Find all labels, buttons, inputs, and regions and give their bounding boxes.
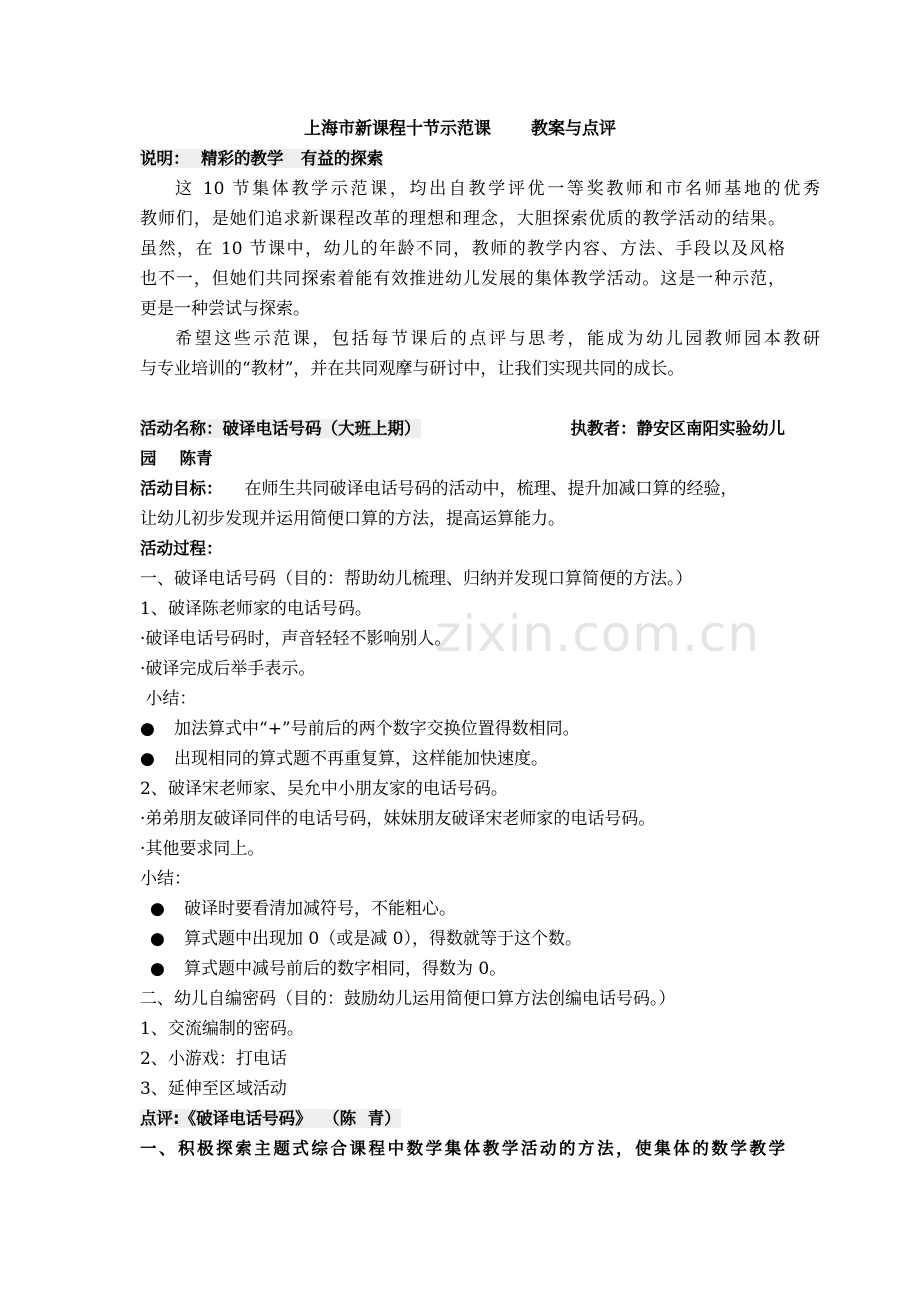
bullet-icon: ● <box>150 929 165 949</box>
bullet-icon: ● <box>140 749 155 769</box>
process-line: ·破译电话号码时，声音轻轻不影响别人。 <box>140 629 452 649</box>
bullet-icon: ● <box>150 899 165 919</box>
intro-paragraph-line: 这 10 节集体教学示范课，均出自教学评优一等奖教师和市名师基地的优秀 <box>175 179 820 199</box>
process-label: 活动过程： <box>140 539 223 558</box>
teacher-line-continued: 园 陈青 <box>140 449 213 468</box>
intro-heading: 说明： 精彩的教学 有益的探索 <box>140 149 384 168</box>
process-line: ·其他要求同上。 <box>140 839 265 859</box>
goal-label: 活动目标： <box>140 479 223 498</box>
bullet-item: ● 出现相同的算式题不再重复算，这样能加快速度。 <box>140 746 785 772</box>
bullet-item: ● 算式题中出现加 0（或是减 0），得数就等于这个数。 <box>150 926 795 952</box>
intro-paragraph-line: 教师们，是她们追求新课程改革的理想和理念，大胆探索优质的教学活动的结果。 <box>140 209 785 229</box>
watermark: zixin.com.cn <box>435 605 761 663</box>
process-line: 2、小游戏：打电话 <box>140 1049 287 1069</box>
intro-paragraph-line: 虽然，在 10 节课中，幼儿的年龄不同，教师的教学内容、方法、手段以及风格 <box>140 239 785 259</box>
goal-text: 在师生共同破译电话号码的活动中，梳理、提升加减口算的经验， <box>244 479 738 499</box>
document-title <box>0 116 920 142</box>
intro-paragraph-line: 更是一种尝试与探索。 <box>140 299 310 319</box>
activity-name: 活动名称：破译电话号码（大班上期） <box>140 419 421 438</box>
bullet-icon: ● <box>150 959 165 979</box>
title-sub: 教案与点评 <box>531 119 616 139</box>
intro-paragraph-line: 也不一，但她们共同探索着能有效推进幼儿发展的集体教学活动。这是一种示范， <box>140 269 785 289</box>
bullet-icon: ● <box>140 719 155 739</box>
title-main: 上海市新课程十节示范课 <box>304 119 491 139</box>
bullet-item: ● 算式题中减号前后的数字相同，得数为 0。 <box>150 956 795 982</box>
intro-paragraph-line: 与专业培训的“教材”，并在共同观摩与研讨中，让我们实现共同的成长。 <box>140 359 685 379</box>
intro-paragraph-line: 希望这些示范课，包括每节课后的点评与思考，能成为幼儿园教师园本教研 <box>175 329 820 349</box>
comment-heading: 点评:《破译电话号码》 （陈 青） <box>140 1109 401 1128</box>
teacher-line: 执教者：静安区南阳实验幼儿 <box>570 419 785 438</box>
process-line: 一、破译电话号码（目的：帮助幼儿梳理、归纳并发现口算简便的方法。） <box>140 569 693 589</box>
process-line: 1、破译陈老师家的电话号码。 <box>140 599 372 619</box>
process-line: ·破译完成后举手表示。 <box>140 659 316 679</box>
process-line: 1、交流编制的密码。 <box>140 1019 304 1039</box>
goal-line <box>140 476 785 502</box>
bullet-item: ● 破译时要看清加减符号，不能粗心。 <box>150 896 795 922</box>
bullet-item: ● 加法算式中“+”号前后的两个数字交换位置得数相同。 <box>140 716 785 742</box>
process-line: 2、破译宋老师家、吴允中小朋友家的电话号码。 <box>140 779 508 799</box>
process-line: ·弟弟朋友破译同伴的电话号码，妹妹朋友破译宋老师家的电话号码。 <box>140 809 656 829</box>
goal-line-continued: 让幼儿初步发现并运用简便口算的方法，提高运算能力。 <box>140 509 565 529</box>
comment-line: 一、积极探索主题式综合课程中数学集体教学活动的方法，使集体的数学教学 <box>140 1139 785 1158</box>
summary-label: 小结： <box>140 689 197 709</box>
process-line: 二、幼儿自编密码（目的：鼓励幼儿运用简便口算方法创编电话号码。） <box>140 989 676 1009</box>
process-line: 3、延伸至区域活动 <box>140 1079 287 1099</box>
summary-label: 小结： <box>140 869 191 889</box>
